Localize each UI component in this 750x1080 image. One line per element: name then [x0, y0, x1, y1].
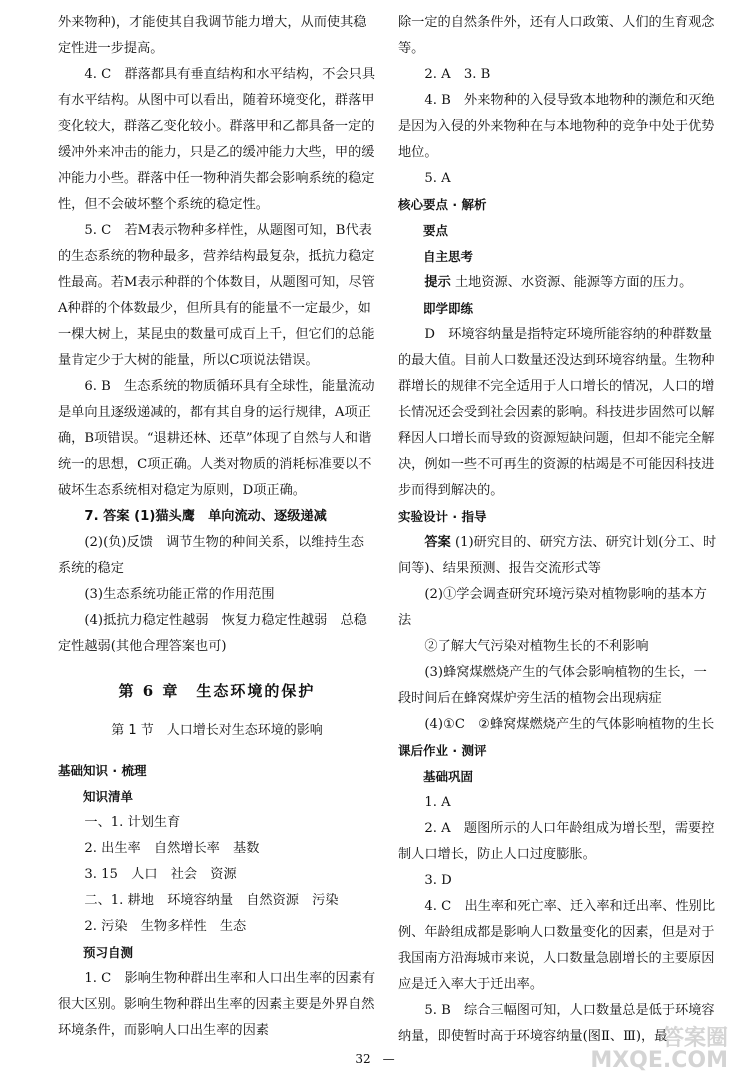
quiz-answer-3: 3. D	[424, 873, 452, 888]
think-label: 提示	[424, 275, 451, 290]
heading-base: 基础巩固	[423, 769, 474, 784]
quiz-answer-1: 1. A	[424, 795, 451, 810]
answer-4: 4. C 群落都具有垂直结构和水平结构，不会只具有水平结构。从图中可以看出，随着环境变化，群落甲变化较大，群落乙变化较小。群落甲和乙都具备一定的缓冲外来冲击的能力，只是乙的缓冲能力大些，甲的缓冲能力小些。群落中任一物种消失都会影响系统的稳定性，但不会破坏整个系统的稳定性。	[58, 67, 376, 212]
answer-4: 4. B 外来物种的入侵导致本地物种的濒危和灭绝是因为入侵的外来物种在与本地物种的竞争中处于优势地位。	[398, 93, 715, 160]
heading-basic: 基础知识 · 梳理	[58, 763, 147, 778]
experiment-answer-3: ②了解大气污染对植物生长的不利影响	[424, 639, 649, 654]
learn-paragraph: D 环境容纳量是指特定环境所能容纳的种群数量的最大值。目前人口数量还没达到环境容纳量。生物种群增长的规律不完全适用于人口增长的情况，人口的增长情况还会受到社会因素的影响。科技进步固然可以解释因人口增长而导致的资源短缺问题，但却不能完全解决，例如一些不可再生的资源的枯竭是不可能因科技进步而得到解决的。	[398, 327, 715, 498]
answer-2-3: 2. A 3. B	[424, 67, 491, 82]
answer-7-3: (3)生态系统功能正常的作用范围	[84, 587, 275, 602]
heading-think: 自主思考	[423, 249, 474, 264]
answer-label: 答案	[424, 535, 451, 550]
heading-experiment: 实验设计 · 指导	[398, 509, 487, 524]
chapter-title: 第 6 章 生态环境的保护	[118, 682, 316, 700]
answer-6: 6. B 生态系统的物质循环具有全球性，能量流动是单向且逐级递减的，都有其自身的运行规律，A项正确，B项错误。“退耕还林、还草”体现了自然与人和谐统一的思想，C项正确。人类对物质的消耗标准要以不破坏生态系统相对稳定为原则，D项正确。	[58, 379, 375, 498]
left-column	[58, 10, 376, 1044]
answer-7: 7. 答案 (1)猫头鹰 单向流动、逐级递减	[84, 509, 327, 524]
experiment-answer-4: (3)蜂窝煤燃烧产生的气体会影响植物的生长，一段时间后在蜂窝煤炉旁生活的植物会出现病症	[398, 665, 707, 706]
heading-after-class: 课后作业 · 测评	[398, 743, 487, 758]
heading-key: 要点	[423, 223, 449, 238]
knowledge-item: 一、1. 计划生育	[84, 815, 181, 830]
think-text: 土地资源、水资源、能源等方面的压力。	[450, 275, 693, 290]
preview-answer-1: 1. C 影响生物种群出生率和人口出生率的因素有很大区别。影响生物种群出生率的因素主要是外界自然环境条件，而影响人口出生率的因素	[58, 971, 376, 1038]
heading-preview: 预习自测	[83, 945, 134, 960]
right-column	[398, 10, 718, 1050]
knowledge-item: 二、1. 耕地 环境容纳量 自然资源 污染	[84, 893, 339, 908]
experiment-answer-1	[398, 530, 718, 582]
heading-list: 知识清单	[83, 789, 134, 804]
answer-5: 5. C 若M表示物种多样性，从题图可知，B代表的生态系统的物种最多，营养结构最复杂，抵抗力稳定性最高。若M表示种群的个体数目，从题图可知，尽管A种群的个体数最少，但所具有的能量不一定最少，如一棵大树上，某昆虫的数量可成百上千，但它们的总能量肯定少于大树的能量，所以C项说法错误。	[58, 223, 375, 368]
paragraph: 外来物种)，才能使其自我调节能力增大，从而使其稳定性进一步提高。	[58, 15, 367, 56]
heading-learn: 即学即练	[423, 301, 474, 316]
heading-core: 核心要点 · 解析	[398, 197, 487, 212]
knowledge-item: 3. 15 人口 社会 资源	[84, 867, 237, 882]
watermark-logo: 答案圈 MXQE.COM	[590, 1026, 728, 1073]
knowledge-item: 2. 出生率 自然增长率 基数	[84, 841, 260, 856]
quiz-answer-4: 4. C 出生率和死亡率、迁入率和迁出率、性别比例、年龄组成都是影响人口数量变化的因素，但是对于我国南方沿海城市来说，人口数量急剧增长的主要原因应是迁入率大于迁出率。	[398, 899, 716, 992]
knowledge-item: 2. 污染 生物多样性 生态	[84, 919, 247, 934]
answer-7-2: (2)(负)反馈 调节生物的种间关系，以维持生态系统的稳定	[58, 535, 364, 576]
experiment-answer-2: (2)①学会调查研究环境污染对植物影响的基本方法	[398, 587, 707, 628]
answer-7-4: (4)抵抗力稳定性越弱 恢复力稳定性越弱 总稳定性越弱(其他合理答案也可)	[58, 613, 367, 654]
think-paragraph	[398, 270, 718, 296]
answer-text: (1)研究目的、研究方法、研究计划(分工、时间等)、结果预测、报告交流形式等	[398, 535, 717, 576]
experiment-answer-5: (4)①C ②蜂窝煤燃烧产生的气体影响植物的生长	[424, 717, 715, 732]
section-title: 第 1 节 人口增长对生态环境的影响	[111, 723, 323, 738]
quiz-answer-5: 5. B 综合三幅图可知，人口数量总是低于环境容纳量，即使暂时高于环境容纳量(图Ⅱ、Ⅲ)，最	[398, 1003, 715, 1044]
page-number: 32 —	[355, 1052, 395, 1066]
answer-5: 5. A	[424, 171, 451, 186]
quiz-answer-2: 2. A 题图所示的人口年龄组成为增长型，需要控制人口增长，防止人口过度膨胀。	[398, 821, 715, 862]
paragraph: 除一定的自然条件外，还有人口政策、人们的生育观念等。	[398, 15, 715, 56]
